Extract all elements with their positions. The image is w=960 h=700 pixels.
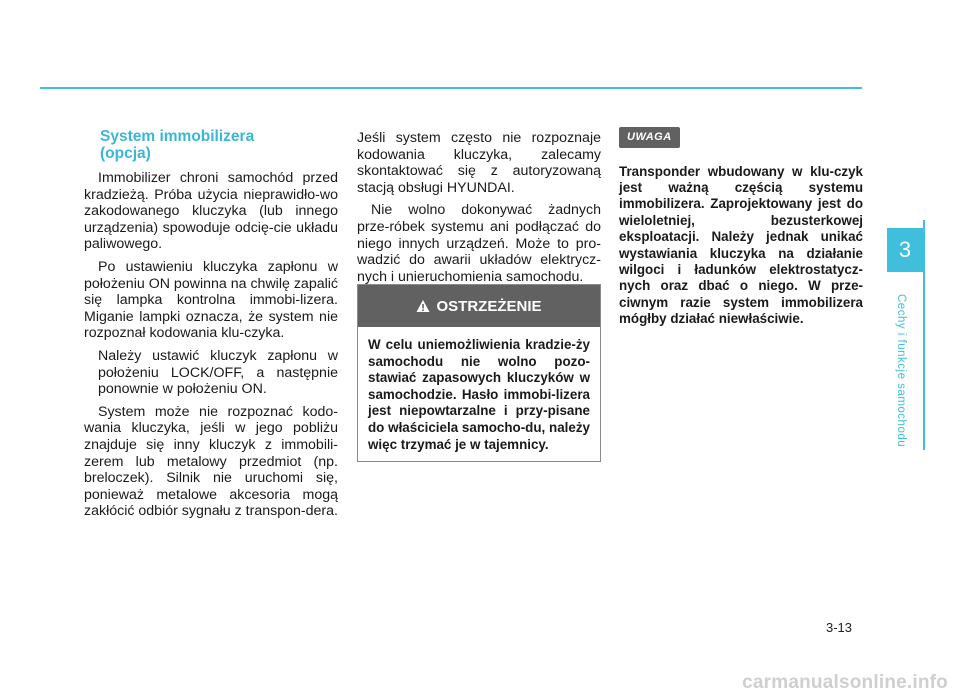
paragraph-6: Nie wolno dokonywać żadnych prze-róbek systemu ani podłączać do niego innych urządzeń. Może to pro-wadzić do awarii układów elektrycz-nych i unieruchomienia samochodu. <box>357 202 601 285</box>
watermark: carmanualsonline.info <box>742 672 948 693</box>
paragraph-5: Jeśli system często nie rozpoznaje kodowania kluczyka, zalecamy skontaktować się z autoryzowaną stacją obsługi HYUNDAI. <box>357 130 601 196</box>
page-number: 3-13 <box>826 620 853 635</box>
warning-label: OSTRZEŻENIE <box>436 297 542 315</box>
paragraph-4: System może nie rozpoznać kodo-wania kluczyka, jeśli w jego pobliżu znajduje się inny kluczyk z immobili-zerem lub metalowy przedmiot (np. breloczek). Silnik nie uruchomi się, ponieważ metalowe akcesoria mogą zakłócić odbiór sygnału z transpon-dera. <box>84 403 338 520</box>
section-title <box>100 128 338 162</box>
chapter-number: 3 <box>887 228 923 272</box>
paragraph-1: Immobilizer chroni samochód przed kradzieżą. Próba użycia nieprawidło-wo zakodowanego kluczyka (lub innego urządzenia) spowoduje odcię-cie układu paliwowego. <box>84 170 338 253</box>
note-badge: UWAGA <box>619 127 680 148</box>
column-middle <box>357 130 601 291</box>
warning-header <box>358 285 600 327</box>
chapter-tab <box>887 220 939 450</box>
warning-box <box>357 284 601 462</box>
note-text: Transponder wbudowany w klu-czyk jest ważną częścią systemu immobilizera. Zaprojektowany jest do wieloletniej, bezusterkowej eksploatacji. Należy jednak unikać wystawiania kluczyka na działanie wilgoci i ładunków elektrostatycz-nych oraz dbać o niego. W prze-ciwnym razie system immobilizera mógłby działać niewłaściwie. <box>619 163 863 327</box>
chapter-title: Cechy i funkcje samochodu <box>895 294 907 448</box>
column-right <box>619 127 863 328</box>
warning-triangle-icon <box>416 299 430 313</box>
paragraph-2: Po ustawieniu kluczyka zapłonu w położeniu ON powinna na chwilę zapalić się lampka kontrolna immobi-lizera. Miganie lampki oznacza, że system nie rozpoznał kodowania klu-czyka. <box>84 258 338 342</box>
section-title-line1: System immobilizera <box>100 128 255 145</box>
warning-text: W celu uniemożliwienia kradzie-ży samochodu nie wolno pozo-stawiać zapasowych kluczyków w samochodzie. Hasło immobi-lizera jest niepowtarzalne i przy-pisane do właściciela samocho-du, należy więc trzymać je w tajemnicy. <box>368 337 590 452</box>
section-title-line2: (opcja) <box>100 145 151 162</box>
paragraph-3: Należy ustawić kluczyk zapłonu w położeniu LOCK/OFF, a następnie ponownie w położeniu ON. <box>98 347 338 398</box>
column-left <box>84 128 338 526</box>
chapter-line <box>923 220 925 450</box>
top-rule <box>40 87 862 89</box>
